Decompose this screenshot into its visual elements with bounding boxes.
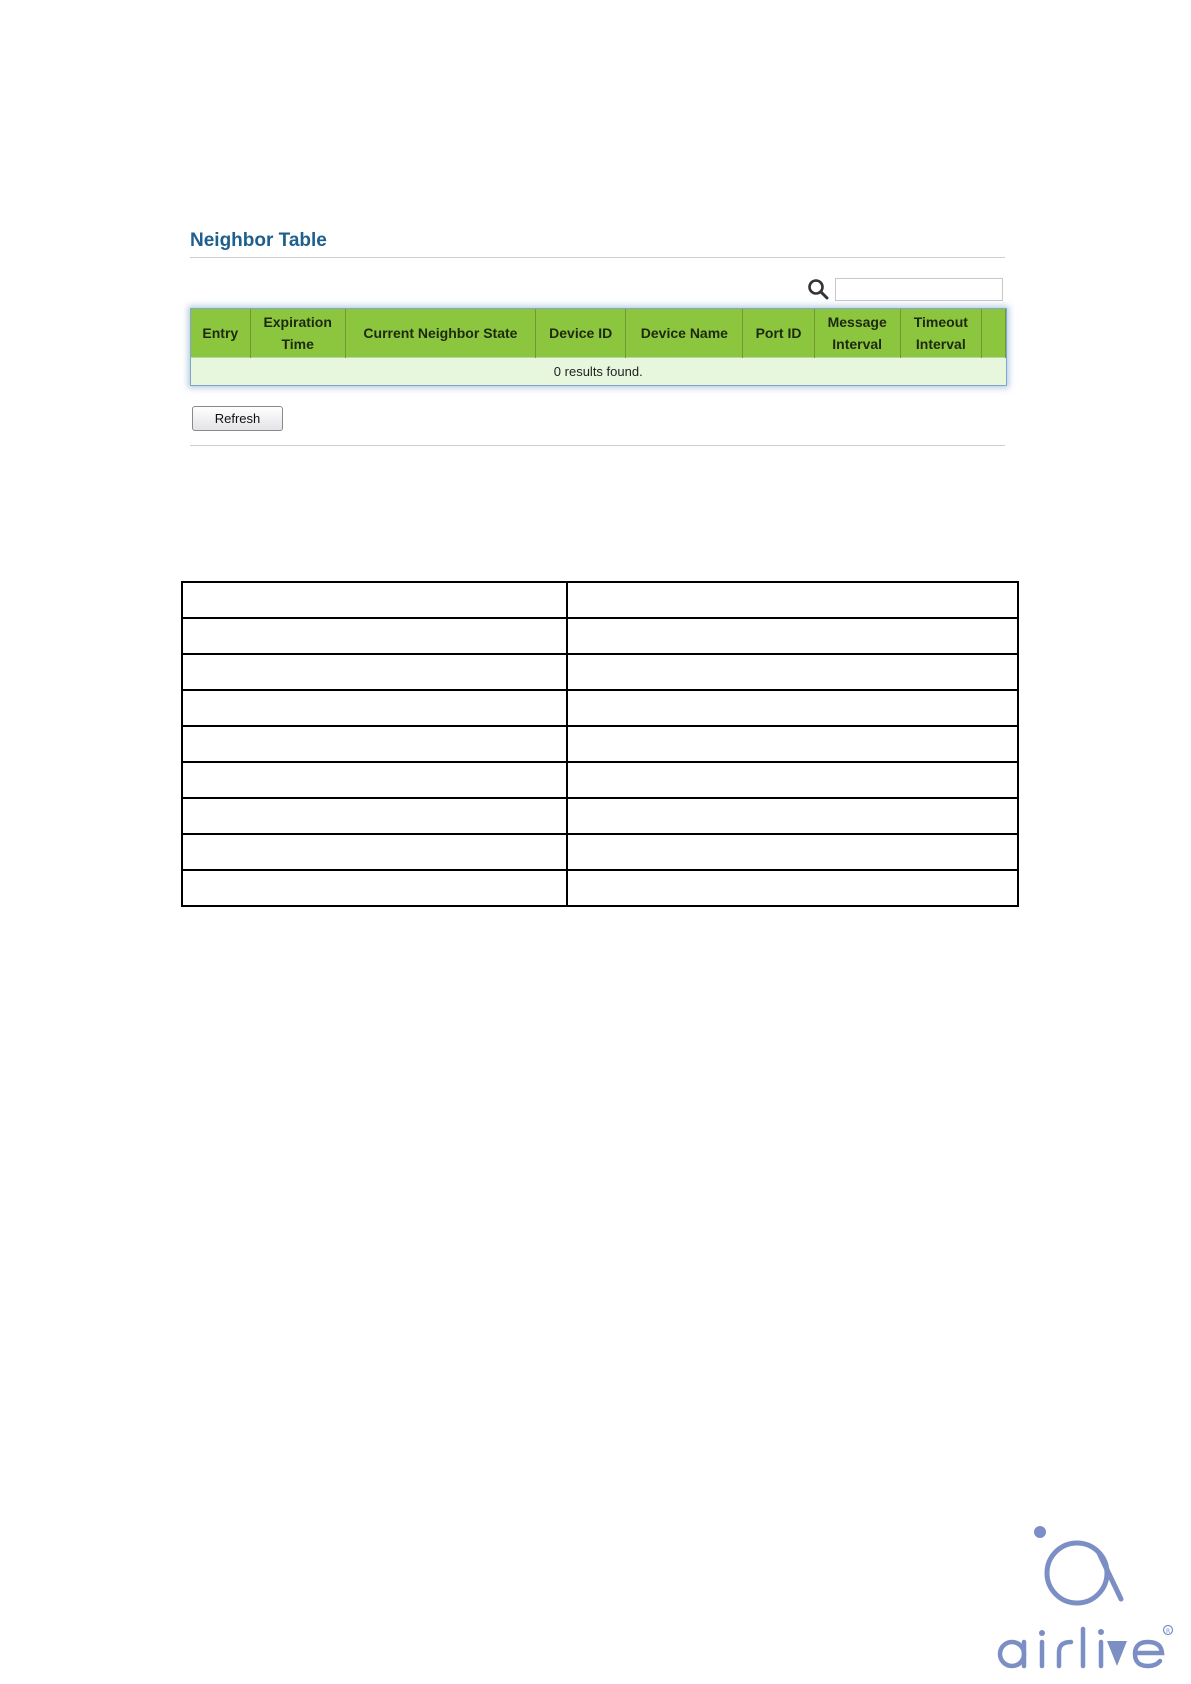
section-divider <box>190 445 1005 446</box>
table-cell <box>567 690 1018 726</box>
table-row <box>182 834 1018 870</box>
table-cell <box>567 798 1018 834</box>
column-header-device-id[interactable] <box>536 309 626 358</box>
table-row <box>182 726 1018 762</box>
table-row <box>182 582 1018 618</box>
table-cell <box>182 690 567 726</box>
refresh-button[interactable]: Refresh <box>192 406 283 431</box>
neighbor-table <box>191 309 1006 385</box>
table-row <box>182 798 1018 834</box>
table-cell <box>182 618 567 654</box>
table-row <box>191 358 1006 386</box>
table-cell <box>567 618 1018 654</box>
column-header-port-id[interactable] <box>743 309 814 358</box>
column-header-label: Port ID <box>755 325 802 341</box>
page-title: Neighbor Table <box>190 230 327 251</box>
table-cell <box>567 726 1018 762</box>
column-header-current-neighbor-state[interactable] <box>345 309 535 358</box>
column-header-label: Device Name <box>640 325 728 341</box>
parameter-description-table <box>181 581 1019 907</box>
column-header-label: Entry <box>202 325 239 341</box>
column-header-label: Interval <box>915 336 966 352</box>
column-header-label: Message <box>827 314 887 330</box>
table-cell <box>182 654 567 690</box>
table-cell <box>567 870 1018 906</box>
table-row <box>182 870 1018 906</box>
table-row <box>182 618 1018 654</box>
empty-results-message: 0 results found. <box>191 358 1006 386</box>
table-cell <box>182 834 567 870</box>
column-header-expiration-time[interactable] <box>250 309 345 358</box>
title-divider <box>190 257 1005 258</box>
svg-text:R: R <box>1166 1628 1171 1635</box>
column-header-entry[interactable] <box>191 309 250 358</box>
column-header-label: Interval <box>832 336 883 352</box>
column-header-label: Expiration <box>263 314 332 330</box>
airlive-logo <box>995 1525 1175 1675</box>
table-cell <box>182 726 567 762</box>
table-cell <box>182 762 567 798</box>
column-header-label: Device ID <box>549 325 613 341</box>
column-header-message-interval[interactable] <box>814 309 900 358</box>
column-header-label: Current Neighbor State <box>363 325 518 341</box>
table-row <box>182 654 1018 690</box>
table-cell <box>567 834 1018 870</box>
table-row <box>182 762 1018 798</box>
search-icon[interactable] <box>806 277 830 301</box>
table-cell <box>567 762 1018 798</box>
column-header-timeout-interval[interactable] <box>900 309 981 358</box>
column-header-label: Time <box>281 336 314 352</box>
table-cell <box>567 654 1018 690</box>
table-cell <box>182 582 567 618</box>
neighbor-table-container <box>190 308 1007 386</box>
table-header-row <box>191 309 1006 358</box>
column-header-spacer <box>981 309 1005 358</box>
column-header-label: Timeout <box>913 314 968 330</box>
column-header-device-name[interactable] <box>626 309 743 358</box>
search-input[interactable] <box>835 278 1003 301</box>
table-cell <box>182 870 567 906</box>
table-cell <box>182 798 567 834</box>
table-cell <box>567 582 1018 618</box>
table-row <box>182 690 1018 726</box>
